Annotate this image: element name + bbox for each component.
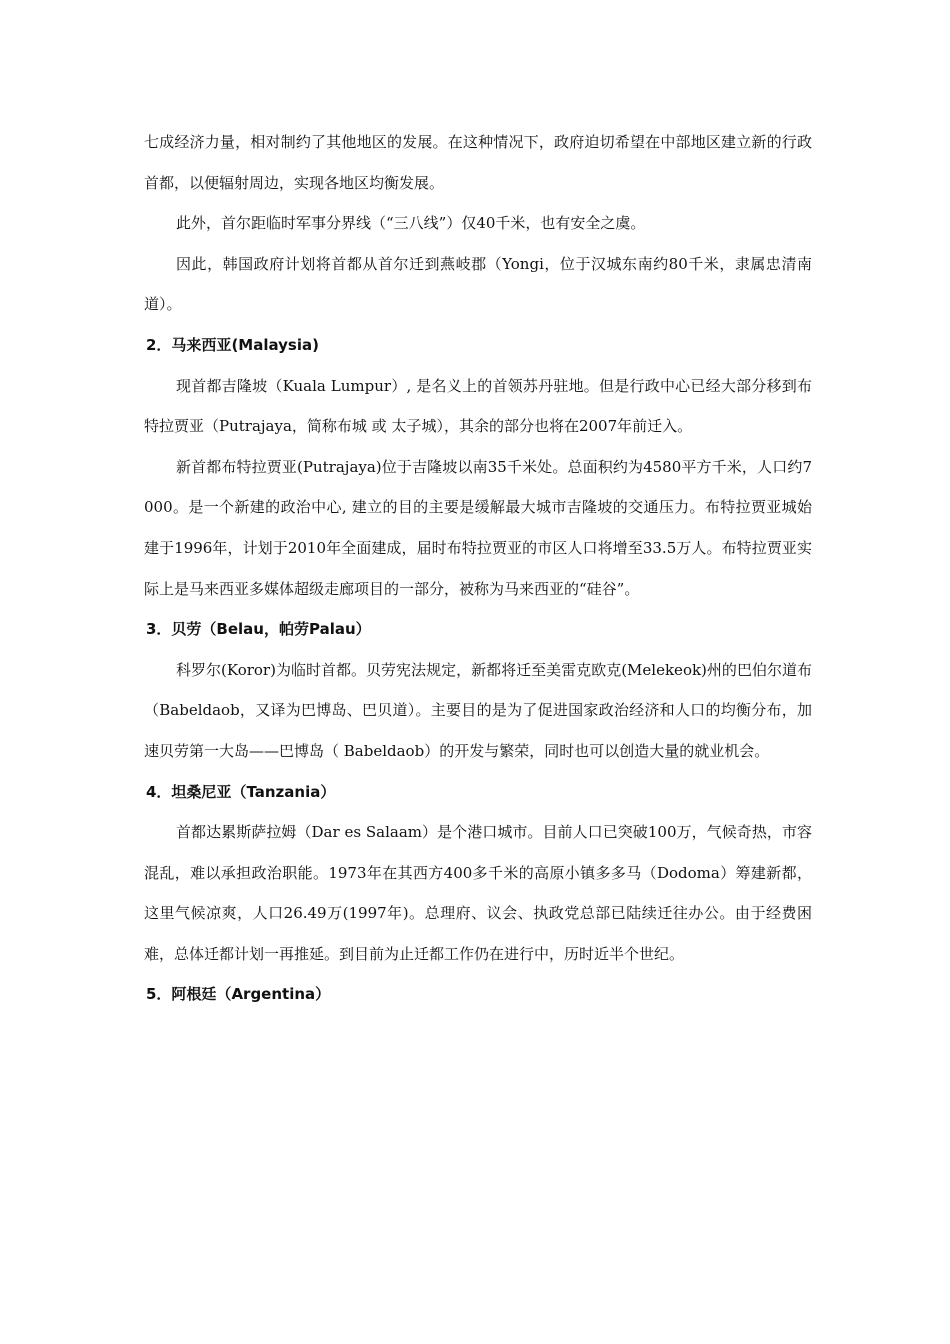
heading-malaysia: 2．马来西亚(Malaysia)	[146, 335, 319, 354]
paragraph-tanzania: 首都达累斯萨拉姆（Dar es Salaam）是个港口城市。目前人口已突破100万，气候奇热，市容混乱，难以承担政治职能。1973年在其西方400多千米的高原小镇多多马（Dodoma）筹建新都，这里气候凉爽，人口26.49万(1997年)。总理府、议会、执政党总部已陆续迁往办公。由于经费困难，总体迁都计划一再推延。到目前为止迁都工作仍在进行中，历时近半个世纪。	[144, 823, 812, 963]
paragraph-korea-imbalance: 七成经济力量，相对制约了其他地区的发展。在这种情况下，政府迫切希望在中部地区建立新的行政首都，以便辐射周边，实现各地区均衡发展。	[144, 133, 812, 192]
paragraph-belau: 科罗尔(Koror)为临时首都。贝劳宪法规定，新都将迁至美雷克欧克(Melekeok)州的巴伯尔道布（Babeldaob，又译为巴博岛、巴贝道）。主要目的是为了促进国家政治经济和人口的均衡分布，加速贝劳第一大岛——巴博岛（ Babeldaob）的开发与繁荣，同时也可以创造大量的就业机会。	[144, 660, 812, 760]
paragraph-malaysia-current: 现首都吉隆坡（Kuala Lumpur）, 是名义上的首领苏丹驻地。但是行政中心已经大部分移到布特拉贾亚（Putrajaya，简称布城 或 太子城），其余的部分也将在2007年前迁入。	[144, 376, 812, 436]
heading-tanzania: 4．坦桑尼亚（Tanzania）	[146, 782, 336, 801]
paragraph-korea-plan: 因此，韩国政府计划将首都从首尔迁到燕岐郡（Yongi，位于汉城东南约80千米，隶属忠清南道）。	[144, 254, 812, 314]
paragraph-korea-security: 此外，首尔距临时军事分界线（“三八线”）仅40千米，也有安全之虞。	[176, 214, 646, 233]
paragraph-malaysia-new-capital: 新首都布特拉贾亚(Putrajaya)位于吉隆坡以南35千米处。总面积约为4580平方千米，人口约7000。是一个新建的政治中心, 建立的目的主要是缓解最大城市吉隆坡的交通压力。布特拉贾亚城始建于1996年，计划于2010年全面建成，届时布特拉贾亚的市区人口将增至33.5万人。布特拉贾亚实际上是马来西亚多媒体超级走廊项目的一部分，被称为马来西亚的“硅谷”。	[144, 457, 812, 598]
document-body	[144, 122, 812, 1015]
heading-argentina: 5．阿根廷（Argentina）	[146, 985, 331, 1004]
heading-belau: 3．贝劳（Belau，帕劳Palau）	[146, 620, 371, 639]
